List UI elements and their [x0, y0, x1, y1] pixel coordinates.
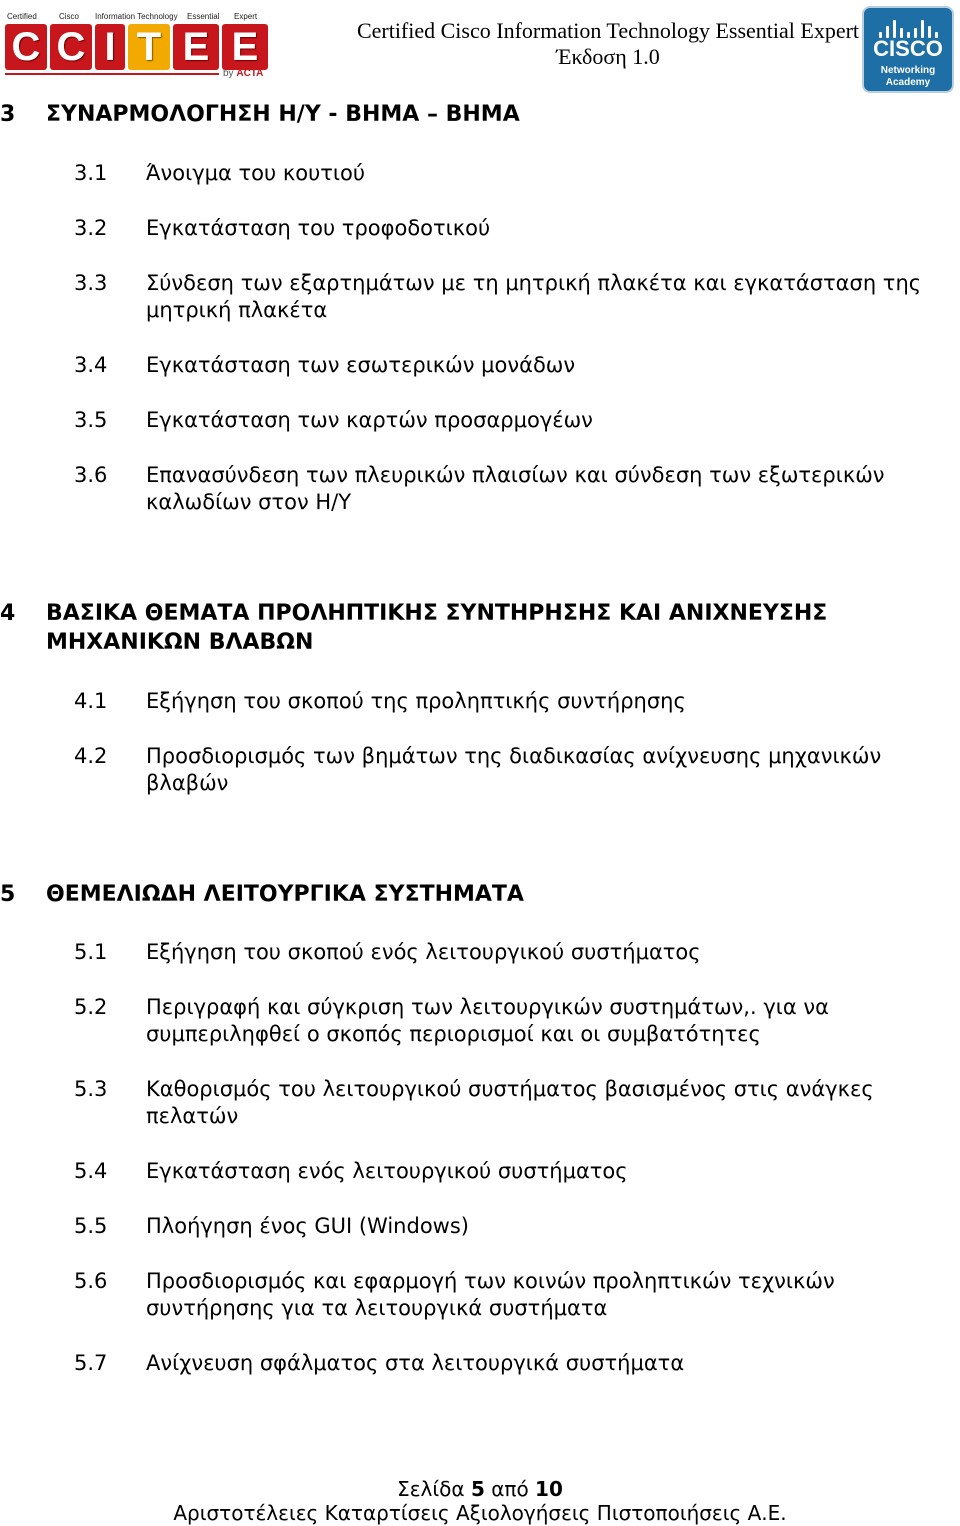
item-number: 5.6: [74, 1269, 108, 1293]
item-text: Περιγραφή και σύγκριση των λειτουργικών συστημάτων,. για να συμπεριληφθεί ο σκοπός περιορισμοί και οι συμβατότητες: [146, 995, 829, 1046]
logo-by-brand: ACTA: [236, 68, 264, 79]
logo-word-certified: Certified: [7, 12, 37, 21]
item-number: 3.2: [74, 216, 108, 240]
cisco-academy-logo: [862, 6, 954, 93]
item-number: 5.1: [74, 940, 108, 964]
item-number: 5.2: [74, 995, 108, 1019]
cisco-sub-line2: Academy: [885, 77, 931, 88]
page-current: 5: [470, 1477, 485, 1501]
logo-word-it: Information Technology: [95, 12, 178, 21]
chapter-title: ΒΑΣΙΚΑ ΘΕΜΑΤΑ ΠΡΟΛΗΠΤΙΚΗΣ ΣΥΝΤΗΡΗΣΗΣ ΚΑΙ ΑΝΙΧΝΕΥΣΗΣ ΜΗΧΑΝΙΚΩΝ ΒΛΑΒΩΝ: [46, 601, 828, 655]
item-text: Ανίχνευση σφάλματος στα λειτουργικά συστήματα: [146, 1351, 685, 1375]
item-text: Εξήγηση του σκοπού ενός λειτουργικού συστήματος: [146, 940, 701, 964]
page-label: Σελίδα: [397, 1477, 465, 1501]
item-text: Σύνδεση των εξαρτημάτων με τη μητρική πλακέτα και εγκατάσταση της μητρική πλακέτα: [146, 271, 922, 322]
ccitee-logo: [5, 12, 270, 80]
header-title-line1: Certified Cisco Information Technology Essential Expert: [356, 18, 860, 43]
logo-letter: T: [128, 24, 170, 70]
item-number: 3.4: [74, 353, 108, 377]
chapter-number: 5: [0, 882, 16, 907]
item-number: 5.4: [74, 1159, 108, 1183]
logo-underline: [5, 73, 219, 75]
item-text: Εγκατάσταση των καρτών προσαρμογέων: [146, 408, 593, 432]
logo-letter: E: [173, 24, 219, 70]
chapter-title: ΘΕΜΕΛΙΩΔΗ ΛΕΙΤΟΥΡΓΙΚΑ ΣΥΣΤΗΜΑΤΑ: [46, 882, 524, 907]
logo-letter: C: [50, 24, 92, 70]
cisco-bars-icon: [879, 16, 939, 38]
page-of: από: [491, 1477, 529, 1501]
footer-company: Αριστοτέλειες Καταρτίσεις Αξιολογήσεις Πιστοποιήσεις Α.Ε.: [173, 1501, 787, 1525]
header-version: Έκδοση 1.0: [556, 44, 660, 69]
item-text: Προσδιορισμός και εφαρμογή των κοινών προληπτικών τεχνικών συντήρησης για τα λειτουργικά συστήματα: [146, 1269, 835, 1320]
item-text: Προσδιορισμός των βημάτων της διαδικασίας ανίχνευσης μηχανικών βλαβών: [146, 744, 882, 795]
item-number: 3.1: [74, 161, 108, 185]
item-number: 4.1: [74, 689, 108, 713]
page-number: [0, 1477, 960, 1501]
item-text: Άνοιγμα του κουτιού: [146, 161, 365, 185]
page-header: [0, 0, 960, 96]
item-text: Εγκατάσταση των εσωτερικών μονάδων: [146, 353, 576, 377]
item-number: 3.5: [74, 408, 108, 432]
item-text: Πλοήγηση ένος GUI (Windows): [146, 1214, 469, 1238]
chapter-number: 4: [0, 601, 16, 626]
logo-top-words: [5, 12, 270, 24]
item-text: Επανασύνδεση των πλευρικών πλαισίων και σύνδεση των εξωτερικών καλωδίων στον Η/Υ: [146, 463, 885, 514]
item-number: 5.3: [74, 1077, 108, 1101]
item-number: 5.5: [74, 1214, 108, 1238]
item-text: Εγκατάσταση ενός λειτουργικού συστήματος: [146, 1159, 628, 1183]
logo-word-essential: Essential: [187, 12, 220, 21]
chapter-number: 3: [0, 102, 16, 127]
item-number: 4.2: [74, 744, 108, 768]
header-title: [250, 18, 895, 70]
logo-letters: [5, 24, 270, 70]
item-number: 3.6: [74, 463, 108, 487]
cisco-wordmark: CISCO: [873, 36, 943, 61]
logo-word-cisco: Cisco: [59, 12, 80, 21]
logo-word-expert: Expert: [234, 12, 258, 21]
item-number: 5.7: [74, 1351, 108, 1375]
logo-by-text: by: [223, 68, 237, 79]
item-text: Εξήγηση του σκοπού της προληπτικής συντήρησης: [146, 689, 686, 713]
item-text: Εγκατάσταση του τροφοδοτικού: [146, 216, 491, 240]
page-total: 10: [535, 1477, 563, 1501]
logo-letter: E: [222, 24, 268, 70]
cisco-sub-line1: Networking: [880, 65, 936, 76]
item-text: Καθορισμός του λειτουργικού συστήματος βασισμένος στις ανάγκες πελατών: [146, 1077, 874, 1128]
item-number: 3.3: [74, 271, 108, 295]
logo-letter: C: [5, 24, 47, 70]
logo-letter: I: [95, 24, 125, 70]
cisco-subtitle: [864, 65, 952, 89]
chapter-title: ΣΥΝΑΡΜΟΛΟΓΗΣΗ Η/Υ - ΒΗΜΑ – ΒΗΜΑ: [46, 102, 520, 127]
